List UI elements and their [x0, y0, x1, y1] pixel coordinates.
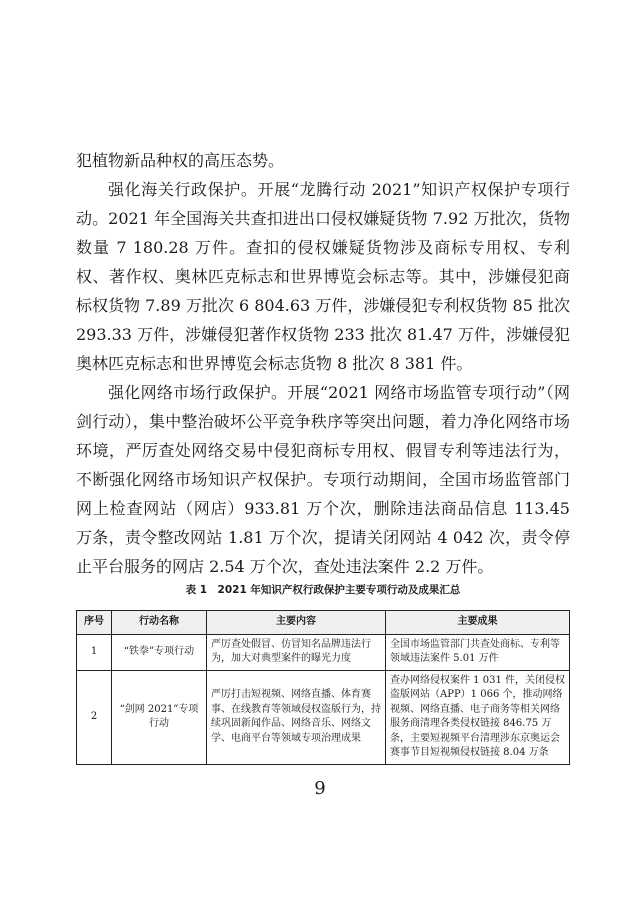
header-index: 序号 [77, 611, 112, 635]
cell-index: 1 [77, 634, 112, 670]
body-paragraph: 犯植物新品种权的高压态势。 [76, 151, 285, 170]
table-header-row [77, 611, 570, 635]
body-paragraph-online-market: 强化网络市场行政保护。开展“2021 网络市场监管专项行动”（网剑行动），集中整治破坏公平竞争秩序等突出问题，着力净化网络市场环境，严厉查处网络交易中侵犯商标专用权、假冒专利等违法行为，不断强化网络市场知识产权保护。专项行动期间，全国市场监管部门网上检查网站（网店）933.81 万个次，删除违法商品信息 113.45 万条，责令整改网站 1.81 万个次，提请关闭网站 4 042 次，责令停止平台服务的网店 2.54 万个次，查处违法案件 2.2 万件。 [76, 383, 570, 576]
table-row [77, 634, 570, 670]
header-result: 主要成果 [386, 611, 570, 635]
body-paragraph-customs: 强化海关行政保护。开展“龙腾行动 2021”知识产权保护专项行动。2021 年全国海关共查扣进出口侵权嫌疑货物 7.92 万批次，货物数量 7 180.28 万件。查扣的侵权嫌疑货物涉及商标专用权、专利权、著作权、奥林匹克标志和世界博览会标志等。其中，涉嫌侵犯商标权货物 7.89 万批次 6 804.63 万件，涉嫌侵犯专利权货物 85 批次 293.33 万件，涉嫌侵犯著作权货物 233 批次 81.47 万件，涉嫌侵犯奥林匹克标志和世界博览会标志货物 8 批次 8 381 件。 [76, 180, 570, 373]
actions-table [76, 610, 570, 765]
cell-action-name: “铁拳”专项行动 [112, 634, 207, 670]
header-action-name: 行动名称 [112, 611, 207, 635]
cell-action-name: “剑网 2021”专项行动 [112, 670, 207, 764]
cell-index: 2 [77, 670, 112, 764]
table-caption: 表 1 2021 年知识产权行政保护主要专项行动及成果汇总 [185, 584, 461, 596]
page-number: 9 [314, 778, 326, 799]
cell-result: 全国市场监管部门共查处商标、专利等领域违法案件 5.01 万件 [386, 634, 570, 670]
header-content: 主要内容 [207, 611, 386, 635]
cell-content: 严厉查处假冒、仿冒知名品牌违法行为，加大对典型案件的曝光力度 [207, 634, 386, 670]
cell-result: 查办网络侵权案件 1 031 件，关闭侵权盗版网站（APP）1 066 个，推动网络视频、网络直播、电子商务等相关网络服务商清理各类侵权链接 846.75 万条，主要短视频平台清理涉东京奥运会赛事节目短视频侵权链接 8.04 万条 [386, 670, 570, 764]
table-row [77, 670, 570, 764]
cell-content: 严厉打击短视频、网络直播、体育赛事、在线教育等领域侵权盗版行为，持续巩固新闻作品、网络音乐、网络文学、电商平台等领域专项治理成果 [207, 670, 386, 764]
